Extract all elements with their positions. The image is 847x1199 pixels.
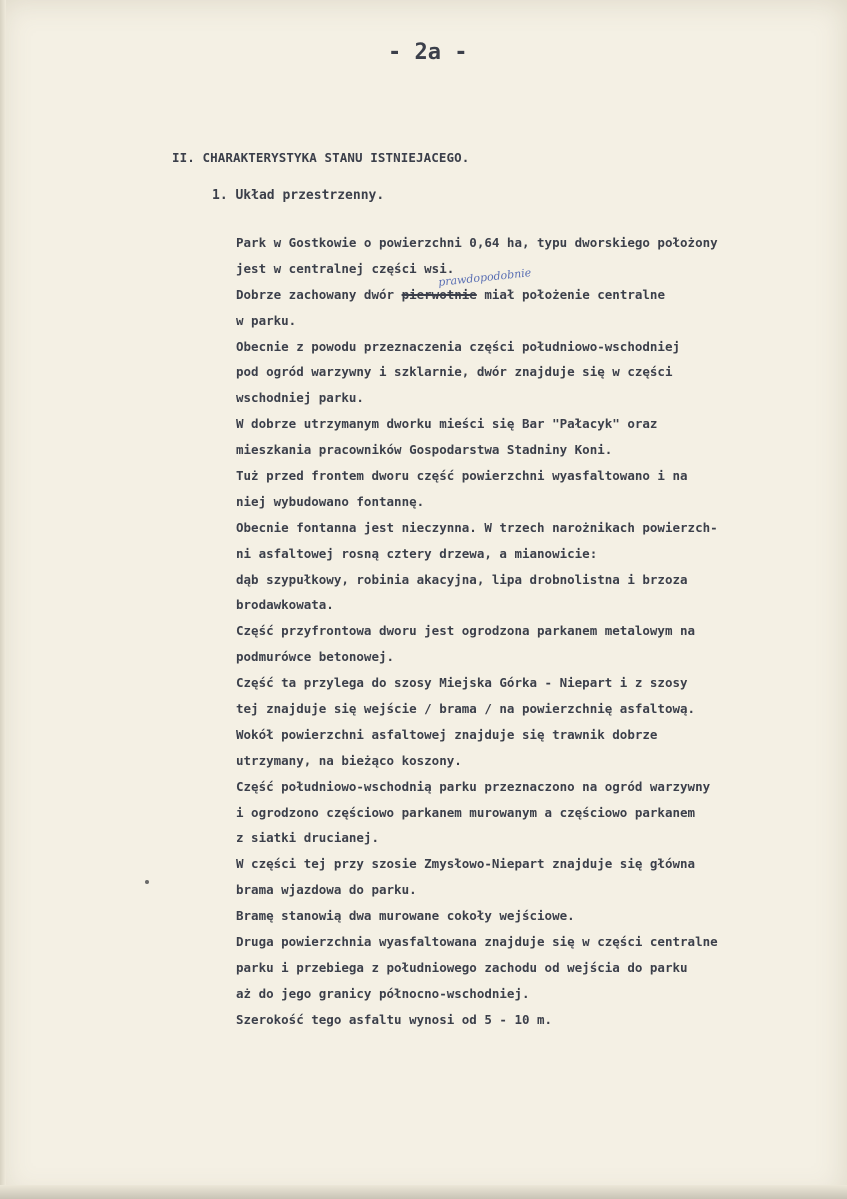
text-line: Część przyfrontowa dworu jest ogrodzona parkanem metalowym na bbox=[236, 623, 696, 639]
text-segment: miał położenie centralne bbox=[476, 286, 665, 302]
text-line: dąb szypułkowy, robinia akacyjna, lipa drobnolistna i brzoza bbox=[236, 571, 688, 587]
text-line-with-correction bbox=[236, 282, 836, 308]
struck-word: pierwotnie bbox=[401, 286, 477, 302]
text-line: aż do jego granicy północno-wschodniej. bbox=[236, 985, 530, 1001]
text-line: podmurówce betonowej. bbox=[236, 649, 395, 665]
text-line: Tuż przed frontem dworu część powierzchni wyasfaltowano i na bbox=[236, 468, 688, 484]
text-line: W części tej przy szosie Zmysłowo-Niepart znajduje się główna bbox=[236, 856, 696, 872]
text-line: Obecnie fontanna jest nieczynna. W trzech narożnikach powierzch- bbox=[236, 519, 718, 535]
text-line: i ogrodzono częściowo parkanem murowanym a częściowo parkanem bbox=[236, 804, 696, 820]
text-line: parku i przebiega z południowego zachodu od wejścia do parku bbox=[236, 959, 688, 975]
text-line: tej znajduje się wejście / brama / na powierzchnię asfaltową. bbox=[236, 701, 696, 717]
text-line: pod ogród warzywny i szklarnie, dwór znajduje się w części bbox=[236, 364, 673, 380]
text-line: Część ta przylega do szosy Miejska Górka - Niepart i z szosy bbox=[236, 675, 688, 691]
text-line: Wokół powierzchni asfaltowej znajduje się trawnik dobrze bbox=[236, 726, 658, 742]
text-line: W dobrze utrzymanym dworku mieści się Bar "Pałacyk" oraz bbox=[236, 416, 658, 432]
body-text bbox=[236, 230, 836, 1033]
text-line: Szerokość tego asfaltu wynosi od 5 - 10 m. bbox=[236, 1011, 553, 1027]
page-left-edge bbox=[0, 0, 6, 1199]
page-bottom-edge bbox=[0, 1185, 847, 1199]
text-segment: Dobrze zachowany dwór bbox=[236, 286, 402, 302]
text-line: Druga powierzchnia wyasfaltowana znajduje się w części centralne bbox=[236, 934, 718, 950]
text-line: z siatki drucianej. bbox=[236, 830, 379, 846]
page-number: - 2a - bbox=[388, 40, 468, 65]
text-line: jest w centralnej części wsi. bbox=[236, 260, 455, 276]
text-line: niej wybudowano fontannę. bbox=[236, 493, 425, 509]
text-line: Park w Gostkowie o powierzchni 0,64 ha, typu dworskiego położony bbox=[236, 235, 718, 250]
subheading: 1. Układ przestrzenny. bbox=[212, 188, 385, 203]
text-line: brodawkowata. bbox=[236, 597, 334, 613]
text-line: utrzymany, na bieżąco koszony. bbox=[236, 752, 462, 768]
text-line: brama wjazdowa do parku. bbox=[236, 882, 417, 898]
text-line: w parku. bbox=[236, 312, 297, 328]
text-line: Bramę stanowią dwa murowane cokoły wejściowe. bbox=[236, 908, 575, 924]
handwritten-insert: prawdopodobnie bbox=[437, 266, 532, 289]
text-line: Część południowo-wschodnią parku przeznaczono na ogród warzywny bbox=[236, 778, 711, 794]
text-line: mieszkania pracowników Gospodarstwa Stadniny Koni. bbox=[236, 442, 613, 458]
ink-dot-mark bbox=[145, 880, 149, 884]
text-line: ni asfaltowej rosną cztery drzewa, a mianowicie: bbox=[236, 545, 598, 561]
text-line: wschodniej parku. bbox=[236, 390, 364, 406]
section-heading: II. CHARAKTERYSTYKA STANU ISTNIEJACEGO. bbox=[172, 150, 470, 165]
text-line: Obecnie z powodu przeznaczenia części południowo-wschodniej bbox=[236, 338, 681, 354]
